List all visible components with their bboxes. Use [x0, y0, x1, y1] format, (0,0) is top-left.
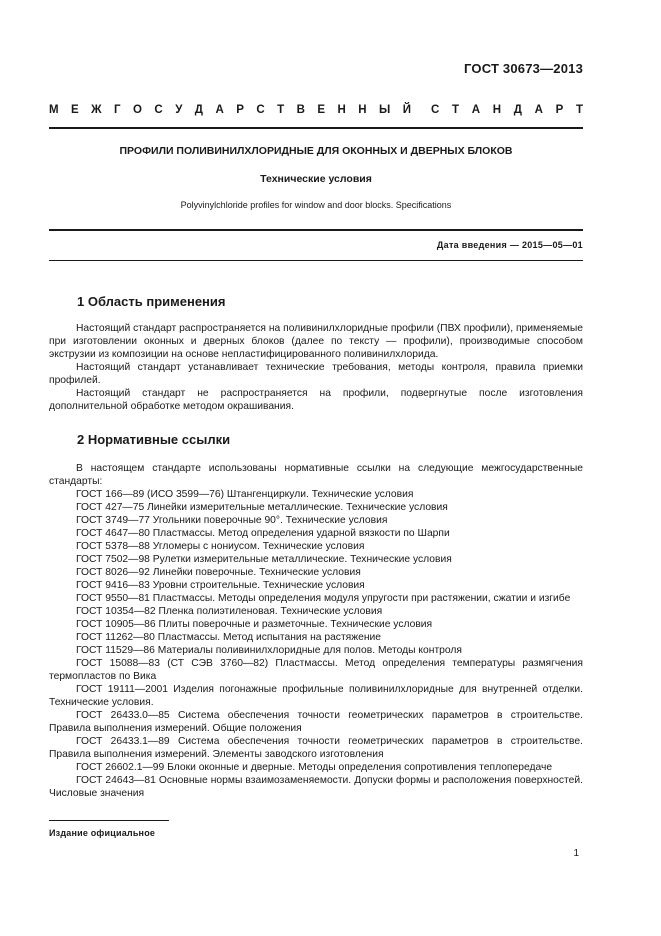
reference-item: ГОСТ 26602.1—99 Блоки оконные и дверные. Методы определения сопротивления теплопередаче	[76, 762, 553, 773]
paragraph: Настоящий стандарт распространяется на поливинилхлоридные профили (ПВХ профили), применяемые при изготовлении оконных и дверных блоков (далее по тексту — профили), производимые способом экструзии из композиции на основе непластифицированного поливинилхлорида.	[49, 323, 583, 360]
reference-item: ГОСТ 24643—81 Основные нормы взаимозаменяемости. Допуски формы и расположения поверхностей. Числовые значения	[49, 775, 583, 799]
reference-item: ГОСТ 11529—86 Материалы поливинилхлоридные для полов. Методы контроля	[76, 645, 462, 656]
document-title-english: Polyvinylchloride profiles for window and door blocks. Specifications	[180, 200, 452, 210]
reference-item: ГОСТ 15088—83 (СТ СЭВ 3760—82) Пластмассы. Метод определения температуры размягчения термопластов по Вика	[49, 658, 583, 682]
reference-item: ГОСТ 8026—92 Линейки поверочные. Технические условия	[76, 567, 361, 578]
reference-item: ГОСТ 26433.0—85 Система обеспечения точности геометрических параметров в строительстве. Правила выполнения измерений. Общие положения	[49, 710, 583, 734]
top-divider	[49, 127, 583, 129]
reference-item: ГОСТ 9550—81 Пластмассы. Методы определения модуля упругости при растяжении, сжатии и изгибе	[76, 593, 571, 604]
section-1-heading: 1 Область применения	[77, 294, 226, 309]
introduction-date: Дата введения — 2015—05—01	[436, 240, 583, 250]
interstate-word-2: С Т А Н Д А Р Т	[431, 104, 583, 116]
reference-item: ГОСТ 11262—80 Пластмассы. Метод испытания на растяжение	[76, 632, 382, 643]
paragraph: Настоящий стандарт устанавливает технические требования, методы контроля, правила приемки профилей.	[49, 362, 583, 386]
reference-item: ГОСТ 10354—82 Пленка полиэтиленовая. Технические условия	[76, 606, 383, 617]
middle-divider	[49, 229, 583, 231]
section-1-body	[49, 322, 583, 413]
reference-item: ГОСТ 427—75 Линейки измерительные металлические. Технические условия	[76, 502, 448, 513]
reference-item: ГОСТ 5378—88 Угломеры с нониусом. Технические условия	[76, 541, 365, 552]
footer-divider	[49, 820, 169, 821]
interstate-word-1: М Е Ж Г О С У Д А Р С Т В Е Н Н Ы Й	[49, 104, 411, 116]
reference-item: ГОСТ 19111—2001 Изделия погонажные профильные поливинилхлоридные для внутренней отделки. Технические условия.	[49, 684, 583, 708]
reference-item: ГОСТ 3749—77 Угольники поверочные 90°. Технические условия	[76, 515, 388, 526]
reference-item: ГОСТ 7502—98 Рулетки измерительные металлические. Технические условия	[76, 554, 452, 565]
reference-item: ГОСТ 10905—86 Плиты поверочные и разметочные. Технические условия	[76, 619, 433, 630]
paragraph: Настоящий стандарт не распространяется на профили, подвергнутые после изготовления дополнительной обработке методом окрашивания.	[49, 388, 583, 412]
reference-item: ГОСТ 26433.1—89 Система обеспечения точности геометрических параметров в строительстве. Правила выполнения измерений. Элементы заводского изготовления	[49, 736, 583, 760]
interstate-standard-banner	[49, 104, 583, 116]
paragraph: В настоящем стандарте использованы нормативные ссылки на следующие межгосударственные стандарты:	[49, 463, 583, 487]
official-edition-label: Издание официальное	[49, 828, 156, 838]
document-title: ПРОФИЛИ ПОЛИВИНИЛХЛОРИДНЫЕ ДЛЯ ОКОННЫХ И ДВЕРНЫХ БЛОКОВ	[119, 145, 513, 157]
section-2-heading: 2 Нормативные ссылки	[77, 432, 231, 447]
reference-item: ГОСТ 166—89 (ИСО 3599—76) Штангенциркули. Технические условия	[76, 489, 414, 500]
document-subtitle: Технические условия	[260, 173, 372, 185]
reference-item: ГОСТ 9416—83 Уровни строительные. Технические условия	[76, 580, 365, 591]
reference-item: ГОСТ 4647—80 Пластмассы. Метод определения ударной вязкости по Шарпи	[76, 528, 450, 539]
thin-divider	[49, 260, 583, 261]
section-2-body	[49, 462, 583, 800]
gost-number: ГОСТ 30673—2013	[464, 61, 583, 76]
page-number: 1	[573, 848, 579, 859]
